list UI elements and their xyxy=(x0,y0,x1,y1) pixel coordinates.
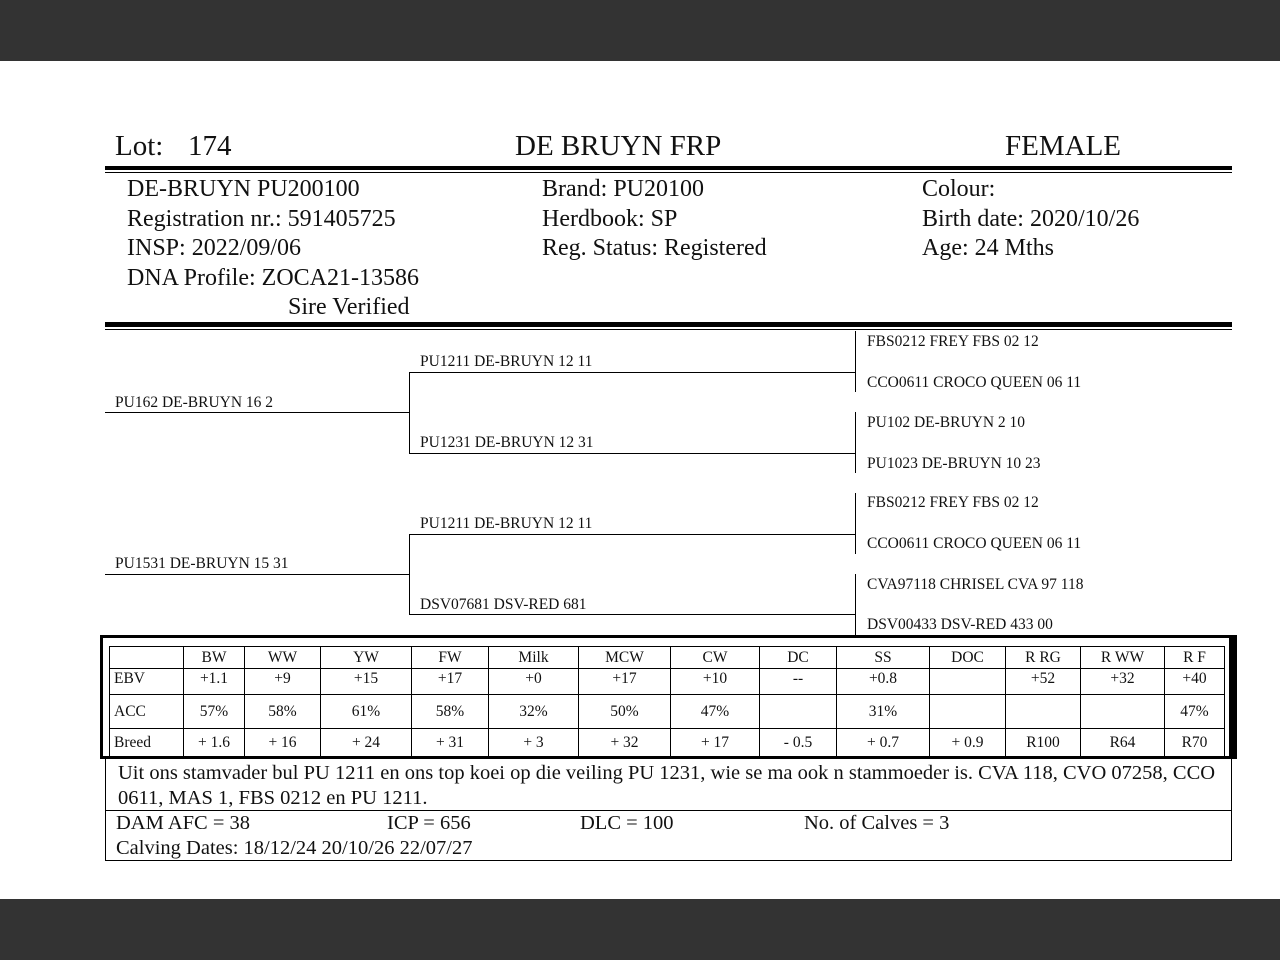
ebv-column-header: YW xyxy=(321,647,412,669)
pedigree-dam: PU1531 DE-BRUYN 15 31 xyxy=(115,555,289,572)
ebv-row xyxy=(110,695,1225,729)
ebv-column-header: FW xyxy=(412,647,489,669)
pedigree-line xyxy=(409,372,855,373)
dam-icp: ICP = 656 xyxy=(387,812,471,834)
pedigree-dam-sire: PU1211 DE-BRUYN 12 11 xyxy=(420,515,593,532)
ebv-cell: +52 xyxy=(1006,669,1081,695)
registration-status: Reg. Status: Registered xyxy=(542,235,767,261)
pedigree-line xyxy=(855,493,856,554)
dam-dlc: DLC = 100 xyxy=(580,812,674,834)
ebv-column-header: SS xyxy=(837,647,930,669)
ebv-column-header xyxy=(110,647,184,669)
pedigree-line xyxy=(409,614,855,615)
ebv-cell: R64 xyxy=(1081,729,1165,757)
ebv-cell: +40 xyxy=(1165,669,1225,695)
ebv-cell xyxy=(930,669,1006,695)
pedigree-dam-dam-sire: CVA97118 CHRISEL CVA 97 118 xyxy=(867,576,1084,593)
ebv-row-label: Breed xyxy=(110,729,184,757)
ebv-cell: +0 xyxy=(489,669,579,695)
pedigree-line xyxy=(409,534,410,615)
ebv-table-frame xyxy=(100,635,1237,759)
header-rule-thick xyxy=(105,166,1232,170)
lot-label: Lot: xyxy=(115,130,164,162)
ebv-column-header: DOC xyxy=(930,647,1006,669)
pedigree-sire-sire-dam: CCO0611 CROCO QUEEN 06 11 xyxy=(867,374,1082,391)
sire-verified: Sire Verified xyxy=(288,294,410,320)
bottom-letterbox-bar xyxy=(0,899,1280,960)
pedigree-sire-dam-sire: PU102 DE-BRUYN 2 10 xyxy=(867,414,1026,431)
ebv-column-header: DC xyxy=(760,647,837,669)
pedigree-dam-dam-dam: DSV00433 DSV-RED 433 00 xyxy=(867,616,1053,633)
registration-number: Registration nr.: 591405725 xyxy=(127,206,396,232)
pedigree-sire-sire-sire: FBS0212 FREY FBS 02 12 xyxy=(867,333,1039,350)
dam-info-box xyxy=(105,810,1232,861)
ebv-cell: +10 xyxy=(671,669,760,695)
ebv-column-header: R F xyxy=(1165,647,1225,669)
ebv-cell: + 24 xyxy=(321,729,412,757)
ebv-cell: 57% xyxy=(184,695,245,729)
ebv-cell: 47% xyxy=(671,695,760,729)
pedigree-line xyxy=(105,574,410,575)
info-rule-thin xyxy=(105,329,1232,330)
ebv-cell: + 31 xyxy=(412,729,489,757)
ebv-column-header: WW xyxy=(245,647,321,669)
inspection-date: INSP: 2022/09/06 xyxy=(127,235,302,261)
pedigree-sire: PU162 DE-BRUYN 16 2 xyxy=(115,394,274,411)
pedigree-sire-dam: PU1231 DE-BRUYN 12 31 xyxy=(420,434,594,451)
header-rule-thin xyxy=(105,172,1232,173)
ebv-row xyxy=(110,669,1225,695)
ebv-cell: +0.8 xyxy=(837,669,930,695)
ebv-cell: + 0.9 xyxy=(930,729,1006,757)
animal-name: DE-BRUYN PU200100 xyxy=(127,176,360,202)
sex-label: FEMALE xyxy=(1005,130,1121,162)
pedigree-line xyxy=(855,574,856,635)
ebv-cell: R70 xyxy=(1165,729,1225,757)
ebv-cell xyxy=(760,695,837,729)
ebv-header-row xyxy=(110,647,1225,669)
ebv-cell xyxy=(930,695,1006,729)
pedigree-line xyxy=(855,331,856,392)
pedigree-line xyxy=(105,412,410,413)
age: Age: 24 Mths xyxy=(922,235,1054,261)
info-rule-thick xyxy=(105,322,1232,327)
ebv-cell: + 17 xyxy=(671,729,760,757)
dam-calving-dates: Calving Dates: 18/12/24 20/10/26 22/07/27 xyxy=(116,837,473,859)
lot-number: 174 xyxy=(188,130,232,162)
pedigree-dam-sire-sire: FBS0212 FREY FBS 02 12 xyxy=(867,494,1039,511)
pedigree-dam-sire-dam: CCO0611 CROCO QUEEN 06 11 xyxy=(867,535,1082,552)
pedigree-sire-sire: PU1211 DE-BRUYN 12 11 xyxy=(420,353,593,370)
ebv-cell: 47% xyxy=(1165,695,1225,729)
ebv-cell xyxy=(1006,695,1081,729)
ebv-cell: +1.1 xyxy=(184,669,245,695)
ebv-cell: + 0.7 xyxy=(837,729,930,757)
ebv-column-header: Milk xyxy=(489,647,579,669)
ebv-cell: + 32 xyxy=(579,729,671,757)
brand: Brand: PU20100 xyxy=(542,176,704,202)
dam-calves-count: No. of Calves = 3 xyxy=(804,812,950,834)
birth-date: Birth date: 2020/10/26 xyxy=(922,206,1140,232)
top-letterbox-bar xyxy=(0,0,1280,61)
pedigree-sire-dam-dam: PU1023 DE-BRUYN 10 23 xyxy=(867,455,1041,472)
remarks-text: Uit ons stamvader bul PU 1211 en ons top koei op die veiling PU 1231, wie se ma ook n stammoeder is. CVA 118, CVO 07258, CCO 0611, MAS 1, FBS 0212 en PU 1211. xyxy=(118,762,1216,809)
ebv-column-header: MCW xyxy=(579,647,671,669)
ebv-cell: + 1.6 xyxy=(184,729,245,757)
ebv-table xyxy=(109,646,1225,757)
ebv-cell: 58% xyxy=(245,695,321,729)
dam-afc: DAM AFC = 38 xyxy=(116,812,251,834)
ebv-cell: + 16 xyxy=(245,729,321,757)
ebv-cell: 61% xyxy=(321,695,412,729)
dna-profile: DNA Profile: ZOCA21-13586 xyxy=(127,265,419,291)
ebv-cell: 31% xyxy=(837,695,930,729)
ebv-column-header: R RG xyxy=(1006,647,1081,669)
ebv-row-label: EBV xyxy=(110,669,184,695)
ebv-cell: +9 xyxy=(245,669,321,695)
ebv-cell: +32 xyxy=(1081,669,1165,695)
ebv-row-label: ACC xyxy=(110,695,184,729)
ebv-cell: +15 xyxy=(321,669,412,695)
ebv-cell: + 3 xyxy=(489,729,579,757)
ebv-cell: - 0.5 xyxy=(760,729,837,757)
ebv-cell: -- xyxy=(760,669,837,695)
colour: Colour: xyxy=(922,176,996,202)
remarks-box xyxy=(105,758,1232,811)
ebv-column-header: CW xyxy=(671,647,760,669)
breeder-name: DE BRUYN FRP xyxy=(515,130,722,162)
pedigree-line xyxy=(855,412,856,473)
ebv-column-header: BW xyxy=(184,647,245,669)
ebv-cell: 50% xyxy=(579,695,671,729)
herdbook: Herdbook: SP xyxy=(542,206,678,232)
pedigree-dam-dam: DSV07681 DSV-RED 681 xyxy=(420,596,587,613)
ebv-row xyxy=(110,729,1225,757)
ebv-cell: 32% xyxy=(489,695,579,729)
ebv-cell: 58% xyxy=(412,695,489,729)
pedigree-line xyxy=(409,453,855,454)
ebv-cell: +17 xyxy=(579,669,671,695)
ebv-cell: R100 xyxy=(1006,729,1081,757)
ebv-cell: +17 xyxy=(412,669,489,695)
ebv-column-header: R WW xyxy=(1081,647,1165,669)
pedigree-line xyxy=(409,372,410,454)
pedigree-line xyxy=(409,534,855,535)
ebv-cell xyxy=(1081,695,1165,729)
